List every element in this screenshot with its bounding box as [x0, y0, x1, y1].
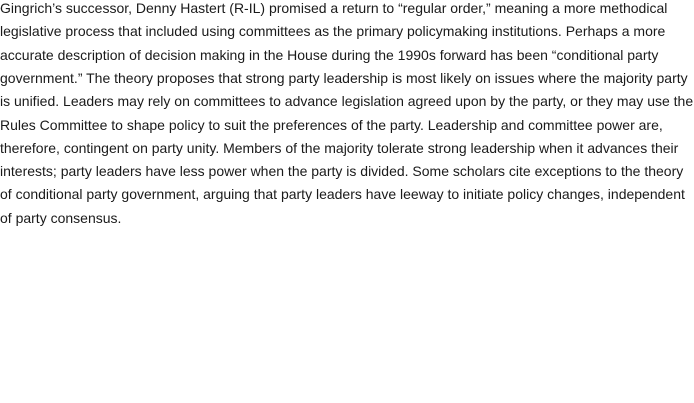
- paragraph-line: Rules Committee to shape policy to suit the preferences of the party. Leadership and committee power are,: [0, 116, 663, 133]
- paragraph-line: Gingrich’s successor, Denny Hastert (R-IL) promised a return to “regular order,” meaning a more methodical: [0, 0, 668, 16]
- paragraph-line: accurate description of decision making in the House during the 1990s forward has been “conditional party: [0, 46, 659, 63]
- paragraph-line: legislative process that included using committees as the primary policymaking institutions. Perhaps a more: [0, 23, 666, 40]
- paragraph-line: therefore, contingent on party unity. Members of the majority tolerate strong leadership when it advances their: [0, 139, 679, 156]
- paragraph-line: government.” The theory proposes that strong party leadership is most likely on issues where the majority party: [0, 69, 688, 86]
- paragraph-line: of party consensus.: [0, 209, 122, 226]
- paragraph-line: interests; party leaders have less power when the party is divided. Some scholars cite exceptions to the theory: [0, 163, 684, 180]
- paragraph-line: of conditional party government, arguing that party leaders have leeway to initiate policy changes, independent: [0, 186, 685, 203]
- paragraph-line: is unified. Leaders may rely on committees to advance legislation agreed upon by the party, or they may use the: [0, 93, 694, 110]
